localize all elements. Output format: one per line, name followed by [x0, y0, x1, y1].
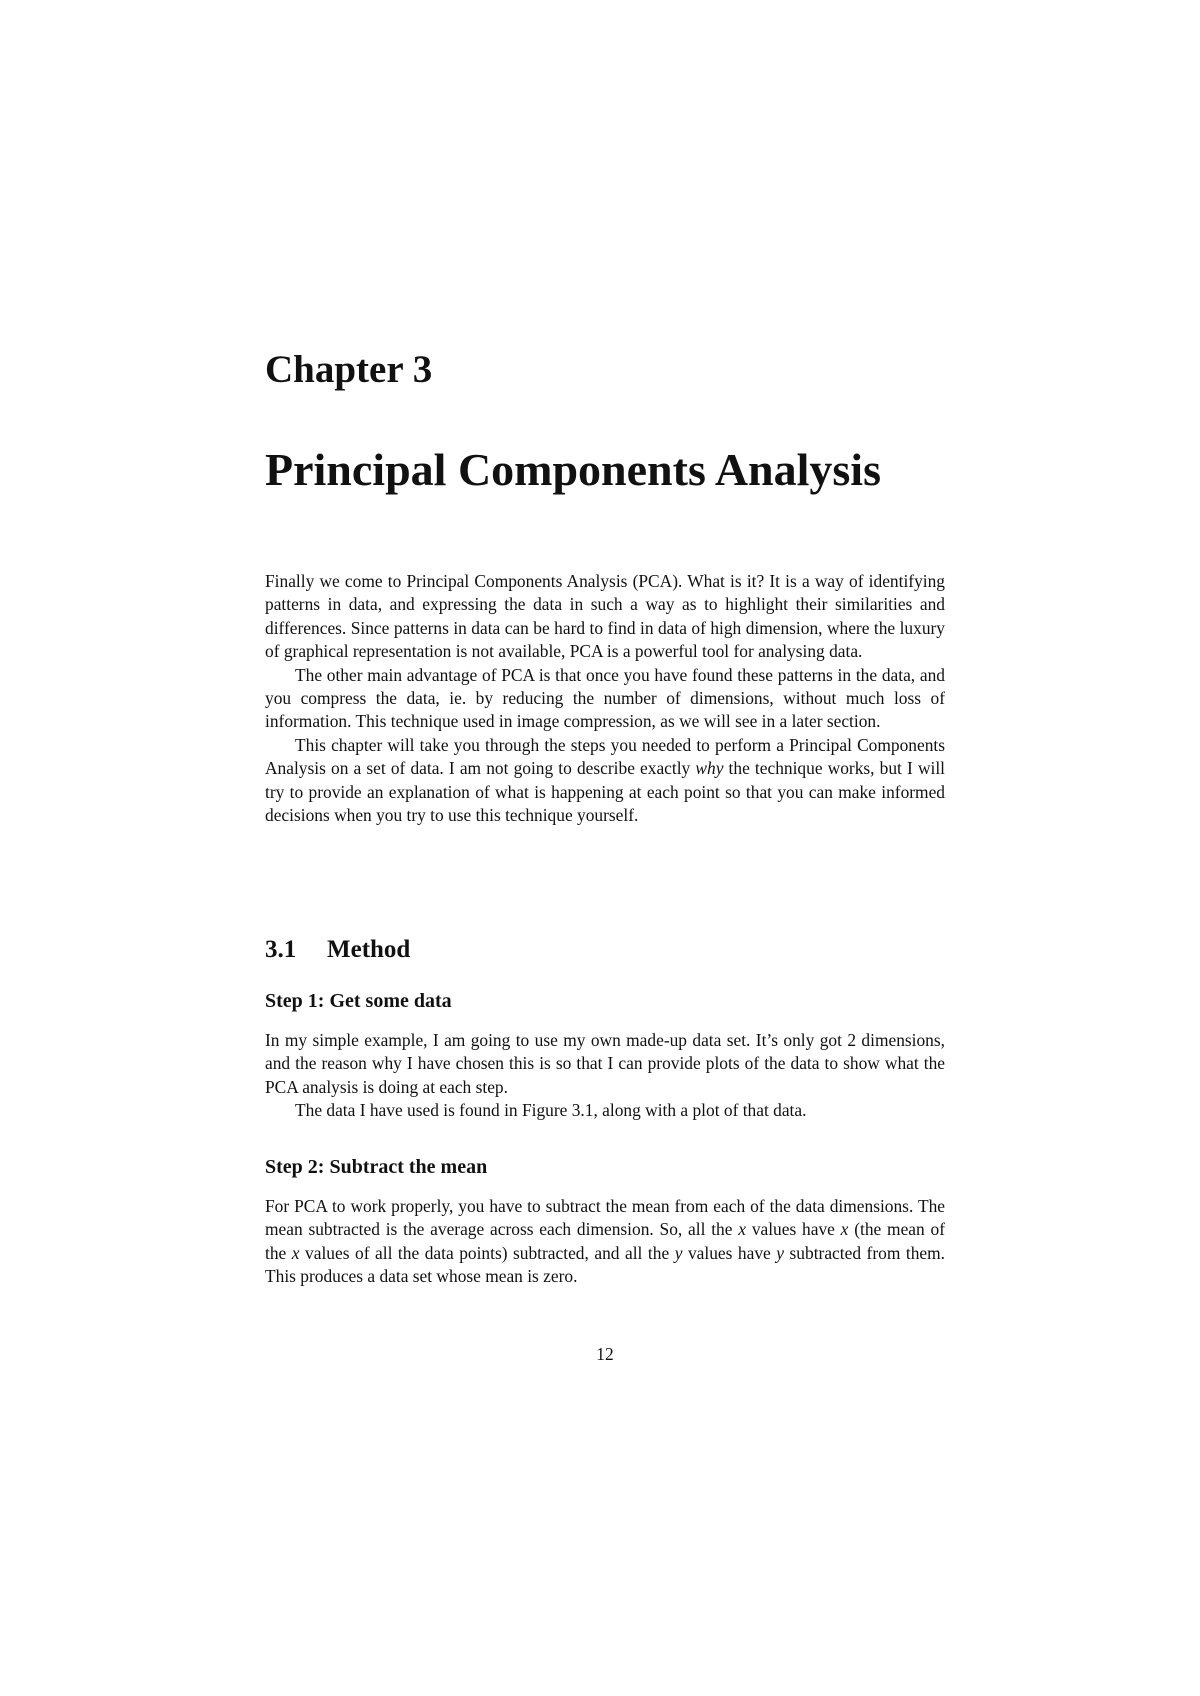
step-1-paragraph-1: In my simple example, I am going to use my own made-up data set. It’s only got 2 dimensions, and the reason why I have chosen this is so that I can provide plots of the data to show what the PCA analysis is doing at each step. [265, 1030, 945, 1097]
step-2-text-b: values have [746, 1219, 841, 1240]
intro-paragraph-3 [265, 734, 945, 828]
section-number: 3.1 [265, 936, 297, 963]
emphasis-why: why [695, 758, 724, 779]
var-y: y [674, 1242, 683, 1263]
var-x: x [738, 1219, 747, 1240]
step-2-text-c: (the mean of the [265, 1219, 945, 1263]
var-x: x [291, 1242, 300, 1263]
var-y-mean: y [776, 1242, 785, 1263]
step-2-text-f: subtracted from them. This produces a data set whose mean is zero. [265, 1242, 945, 1287]
step-2-text-e: values have [682, 1242, 777, 1263]
intro-paragraph-2: The other main advantage of PCA is that once you have found these patterns in the data, and you compress the data, ie. by reducing the number of dimensions, without much loss of information. This technique used in image compression, as we will see in a later section. [265, 664, 945, 732]
var-x-mean: x [840, 1219, 849, 1240]
step-2-text-a: For PCA to work properly, you have to subtract the mean from each of the data dimensions. The mean subtracted is the average across each dimension. So, all the [265, 1196, 945, 1240]
intro-paragraph-1: Finally we come to Principal Components Analysis (PCA). What is it? It is a way of identifying patterns in data, and expressing the data in such a way as to highlight their similarities and differences. Since patterns in data can be hard to find in data of high dimension, where the luxury of graphical representation is not available, PCA is a powerful tool for analysing data. [265, 571, 945, 662]
section-title: Method [327, 936, 411, 963]
step-2-text-d: values of all the data points) subtracted, and all the [299, 1242, 675, 1263]
step-2-heading: Step 2: Subtract the mean [265, 1156, 488, 1178]
step-2-paragraph-1 [265, 1195, 945, 1289]
section-heading [265, 937, 410, 962]
chapter-label: Chapter 3 [265, 348, 433, 391]
intro-paragraph-3-end: the technique works, but I will try to provide an explanation of what is happening at each point so that you can make informed decisions when you try to use this technique yourself. [265, 758, 946, 826]
intro-paragraph-3-start: This chapter will take you through the steps you needed to perform a Principal Components Analysis on a set of data. I am not going to describe exactly [265, 734, 945, 779]
step-1-heading: Step 1: Get some data [265, 990, 452, 1012]
step-1-paragraph-2: The data I have used is found in Figure 3.1, along with a plot of that data. [295, 1100, 807, 1121]
step-1-text [265, 1029, 945, 1123]
step-2-text [265, 1195, 945, 1289]
chapter-title: Principal Components Analysis [265, 444, 881, 495]
page-number: 12 [596, 1344, 614, 1364]
intro-text [265, 570, 945, 827]
